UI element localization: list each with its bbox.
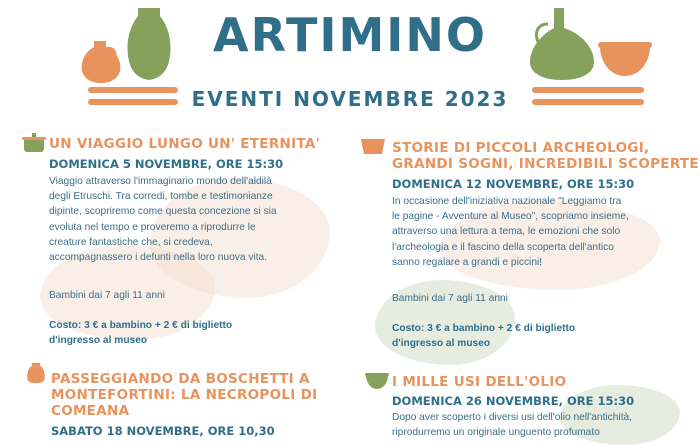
event-age: Bambini dai 7 agli 11 anni	[49, 290, 165, 301]
event-cost: Costo: 3 € a bambino + 2 € di biglietto d'ingresso al museo	[49, 320, 233, 347]
event-title-line: UN VIAGGIO LUNGO UN' ETERNITA'	[49, 136, 321, 152]
event-title-line: I MILLE USI DELL'OLIO	[392, 374, 567, 390]
event-title	[51, 371, 317, 419]
page-subtitle: EVENTI NOVEMBRE 2023	[191, 87, 509, 111]
event-date: DOMENICA 12 NOVEMBRE, ORE 15:30	[392, 177, 635, 191]
page-title: ARTIMINO	[213, 8, 487, 62]
event-title-line: MONTEFORTINI: LA NECROPOLI DI	[51, 387, 318, 403]
event-title-line: COMEANA	[51, 403, 130, 419]
event-date: SABATO 18 NOVEMBRE, ORE 10,30	[51, 424, 275, 438]
event-description: Dopo aver scoperto i diversi usi dell'olio nell'antichità, riprodurremo un originale unguento profumato	[392, 412, 633, 439]
event-title-line: GRANDI SOGNI, INCREDIBILI SCOPERTE	[392, 156, 699, 172]
event-title	[49, 136, 320, 152]
cooking-pot-icon	[21, 132, 47, 154]
event-title-line: PASSEGGIANDO DA BOSCHETTI A	[51, 371, 310, 387]
event-age: Bambini dai 7 agli 11 anni	[392, 293, 508, 304]
event-cost: Costo: 3 € a bambino + 2 € di biglietto d'ingresso al museo	[392, 323, 576, 350]
event-description: Viaggio attraverso l'immaginario mondo dell'aldilà degli Etruschi. Tra corredi, tombe e testimonianze dipinte, scopriremo come questa concezione si sia evoluta nel tempo e proveremo a riprodurre le creature fantastiche che, si credeva, accompagnassero i defunti nella loro nuova vita.	[49, 176, 277, 264]
clay-basin-icon	[360, 136, 386, 158]
oil-bowl-icon	[364, 370, 390, 392]
event-title-line: STORIE DI PICCOLI ARCHEOLOGI,	[392, 140, 650, 156]
event-title	[392, 140, 699, 172]
urn-icon	[23, 362, 49, 384]
event-date: DOMENICA 26 NOVEMBRE, ORE 15:30	[392, 394, 635, 408]
event-title	[392, 374, 566, 390]
event-date: DOMENICA 5 NOVEMBRE, ORE 15:30	[49, 157, 284, 171]
event-description: In occasione dell'iniziativa nazionale "Leggiamo tra le pagine - Avventure al Museo", scopriamo insieme, attraverso una lettura a tema, le emozioni che solo l'archeologia e il fascino della scoperta dell'antico sanno regalare a grandi e piccini!	[392, 196, 629, 268]
